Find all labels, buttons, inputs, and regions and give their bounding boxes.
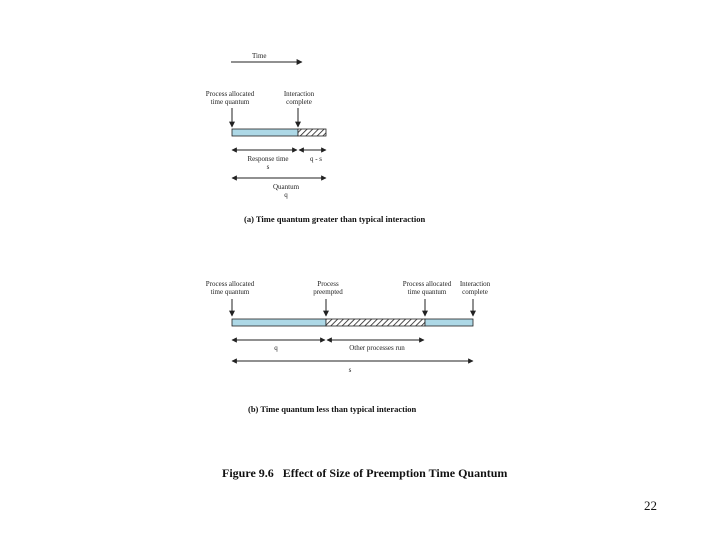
b-process-preempted-label: Process preempted — [313, 280, 343, 296]
b-s-label: s — [348, 366, 352, 374]
b-other-processes-label: Other processes run — [349, 344, 405, 352]
time-label: Time — [252, 52, 267, 60]
a-quantum-label: Quantum q — [272, 183, 300, 199]
b-q-label: q — [274, 344, 278, 352]
b-run-bar-1 — [232, 319, 326, 326]
b-process-allocated-again-label: Process allocated time quantum — [402, 280, 452, 296]
b-interaction-complete-label: Interaction complete — [459, 280, 491, 296]
a-run-bar — [232, 129, 298, 136]
a-caption: (a) Time quantum greater than typical interaction — [244, 214, 426, 224]
a-process-allocated-label: Process allocated time quantum — [205, 90, 255, 106]
b-other-processes-bar — [326, 319, 425, 326]
a-response-time-label: Response time s — [247, 155, 289, 171]
figure-caption: Figure 9.6 Effect of Size of Preemption Time Quantum — [222, 466, 508, 480]
a-interaction-complete-label: Interaction complete — [283, 90, 315, 106]
page-number: 22 — [644, 498, 657, 513]
b-run-bar-2 — [425, 319, 473, 326]
a-q-minus-s-label: q - s — [309, 155, 323, 163]
b-process-allocated-label: Process allocated time quantum — [205, 280, 255, 296]
b-caption: (b) Time quantum less than typical interaction — [248, 404, 417, 414]
a-remaining-bar — [298, 129, 326, 136]
